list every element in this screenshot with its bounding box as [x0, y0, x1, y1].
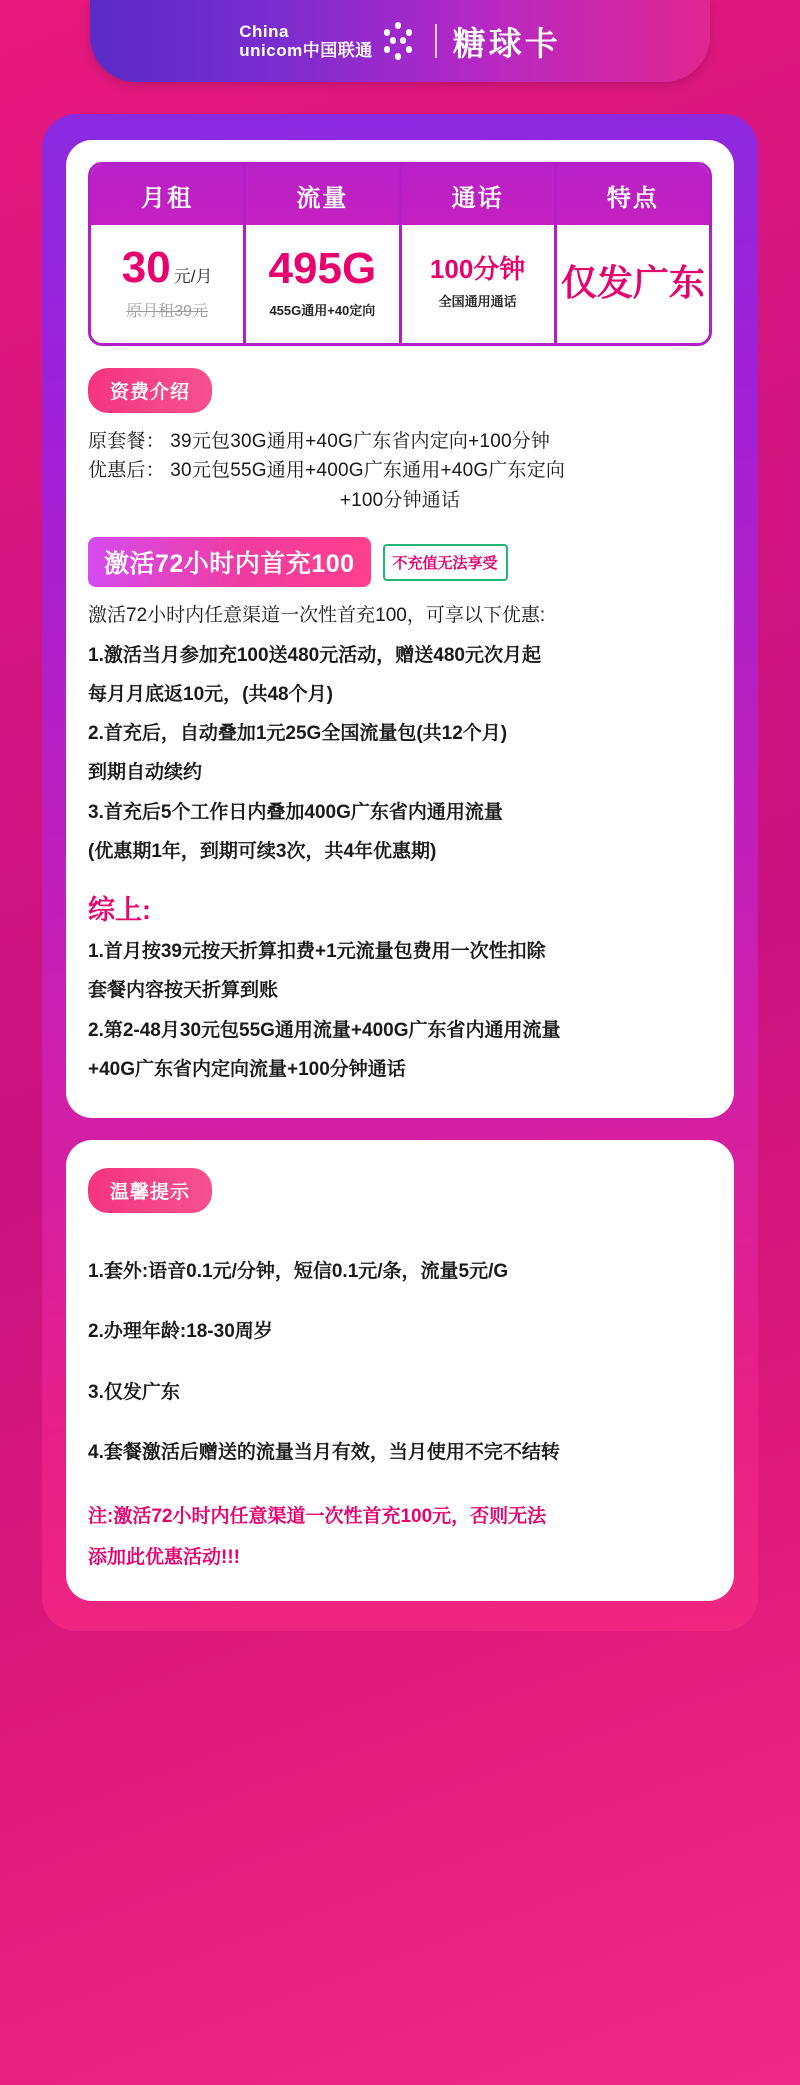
- promo-item: 1.激活当月参加充100送480元活动，赠送480元次月起: [88, 644, 541, 666]
- tips-item: 2.办理年龄:18-30周岁: [88, 1321, 273, 1343]
- promo-badge: 激活72小时内首充100: [88, 537, 371, 587]
- tips-warning-line: 注:激活72小时内任意渠道一次性首充100元，否则无法: [88, 1505, 547, 1527]
- data-breakdown: 455G通用+40定向: [269, 303, 376, 318]
- tips-item: 4.套餐激活后赠送的流量当月有效，当月使用不完不结转: [88, 1442, 560, 1464]
- brand-logo: [239, 21, 432, 61]
- spec-body-feature: [557, 225, 709, 343]
- tips-title: 温馨提示: [88, 1168, 212, 1213]
- summary-item: 2.第2-48月30元包55G通用流量+400G广东省内通用流量: [88, 1019, 561, 1041]
- tips-item: 3.仅发广东: [88, 1381, 180, 1403]
- header-divider: [435, 24, 437, 58]
- tips-item: 1.套外:语音0.1元/分钟，短信0.1元/条，流量5元/G: [88, 1261, 509, 1283]
- call-note: 全国通用通话: [438, 294, 517, 309]
- spec-column-monthly-fee: [91, 165, 246, 343]
- summary-item: 套餐内容按天折算到账: [88, 980, 279, 1002]
- summary-title: 综上:: [88, 895, 151, 926]
- promo-intro: 激活72小时内任意渠道一次性首充100，可享以下优惠:: [88, 605, 546, 627]
- spec-column-call: [402, 165, 557, 343]
- header: [0, 0, 800, 100]
- logo-line-1: China: [239, 21, 289, 41]
- spec-table: [88, 162, 712, 346]
- tips-warning-line: 添加此优惠活动!!!: [88, 1546, 240, 1568]
- promo-highlight: [88, 537, 712, 587]
- spec-head-monthly-fee: 月租: [91, 165, 243, 225]
- price-value: 30: [121, 242, 171, 292]
- spec-column-data: [246, 165, 401, 343]
- call-value: 100分钟: [429, 254, 526, 284]
- header-banner: [90, 0, 710, 82]
- promo-item: 2.首充后，自动叠加1元25G全国流量包(共12个月): [88, 723, 508, 745]
- spec-body-monthly-fee: [91, 225, 243, 343]
- tips-panel: [66, 1140, 734, 1601]
- logo-text: [239, 22, 372, 60]
- outer-card: [42, 114, 758, 1631]
- price-line: [121, 242, 213, 292]
- plan-panel: [66, 140, 734, 1118]
- summary-item: 1.首月按39元按天折算扣费+1元流量包费用一次性扣除: [88, 941, 546, 963]
- spec-head-data: 流量: [246, 165, 398, 225]
- promo-item: 到期自动续约: [88, 762, 203, 784]
- tariff-line: 原套餐： 39元包30G通用+40G广东省内定向+100分钟: [88, 431, 551, 452]
- price-unit: 元/月: [173, 266, 213, 286]
- promo-item: 每月月底返10元，(共48个月): [88, 683, 333, 705]
- feature-value: 仅发广东: [560, 262, 705, 304]
- spec-body-call: [402, 225, 554, 343]
- logo-line-2: unicom中国联通: [239, 41, 373, 60]
- summary-item: +40G广东省内定向流量+100分钟通话: [88, 1058, 406, 1080]
- spec-head-feature: 特点: [557, 165, 709, 225]
- unicom-logo-icon: [381, 21, 415, 61]
- spec-column-feature: [557, 165, 709, 343]
- tariff-title: 资费介绍: [88, 368, 212, 413]
- brand-name: 糖球卡: [452, 24, 561, 62]
- spec-head-call: 通话: [402, 165, 554, 225]
- promo-warning-note: 不充值无法享受: [383, 544, 508, 581]
- data-value: 495G: [268, 244, 377, 293]
- original-price: 原月租39元: [126, 302, 209, 320]
- spec-body-data: [246, 225, 398, 343]
- tariff-line: 优惠后： 30元包55G通用+400G广东通用+40G广东定向: [88, 460, 566, 482]
- tariff-line: +100分钟通话: [339, 489, 461, 511]
- promo-item: 3.首充后5个工作日内叠加400G广东省内通用流量: [88, 801, 503, 823]
- promo-item: (优惠期1年，到期可续3次，共4年优惠期): [88, 840, 437, 862]
